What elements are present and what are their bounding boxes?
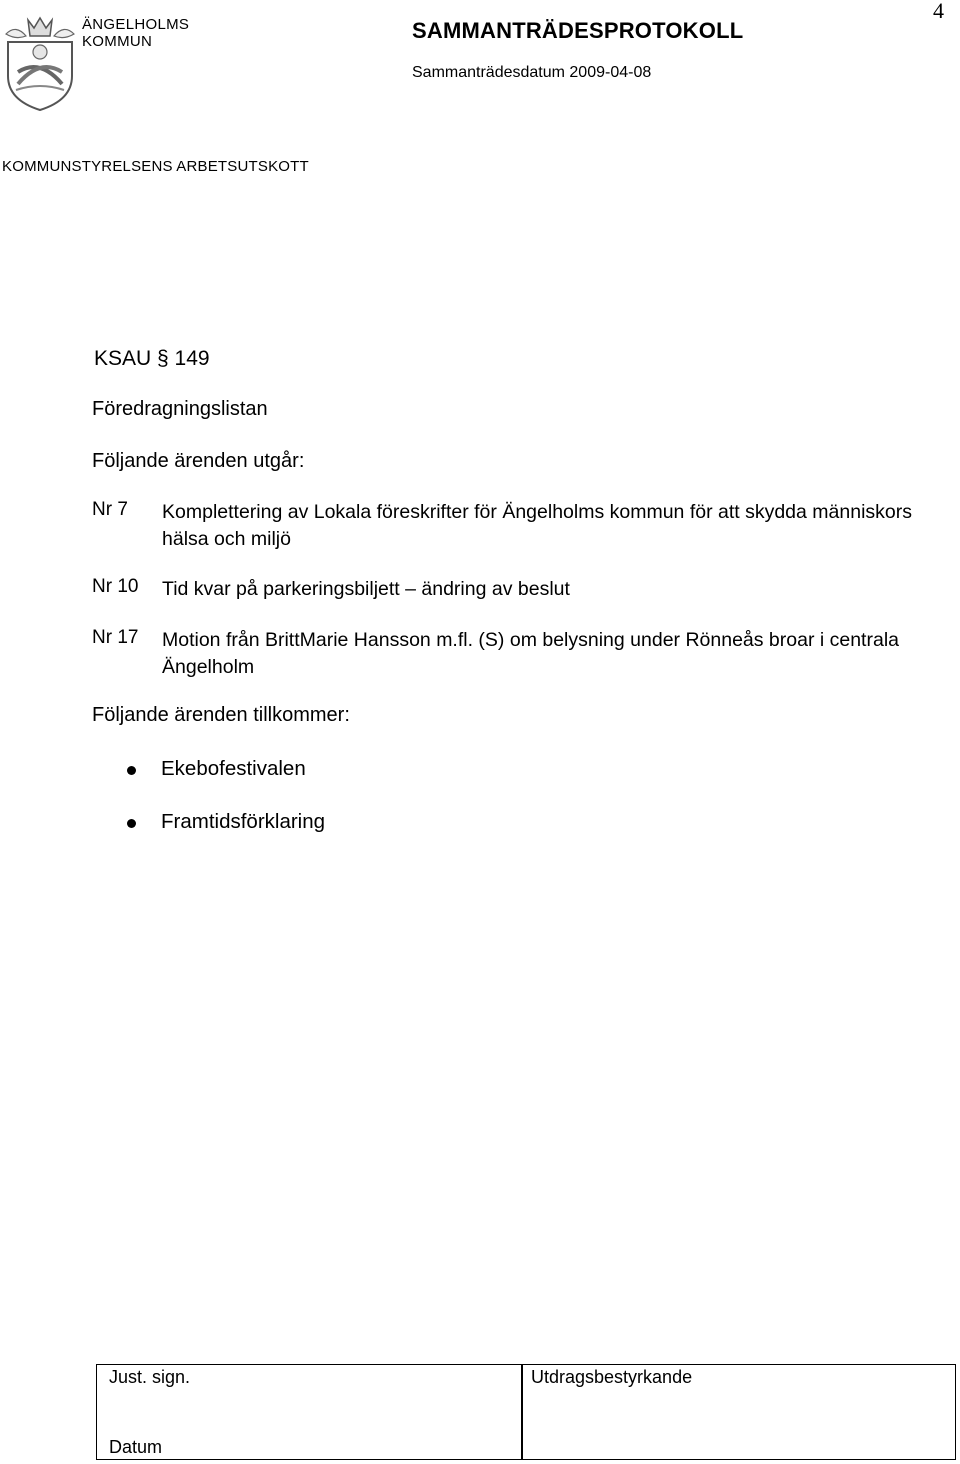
bullet-icon [127, 766, 136, 775]
case-number: Nr 7 [92, 499, 128, 520]
list-item [122, 810, 325, 863]
logo-text-line2: KOMMUN [82, 33, 153, 50]
case-number: Nr 17 [92, 627, 139, 648]
datum-label: Datum [109, 1437, 163, 1457]
section-heading: Föredragningslistan [92, 398, 268, 420]
added-items-intro: Följande ärenden tillkommer: [92, 704, 350, 726]
added-item-label: Ekebofestivalen [161, 757, 306, 780]
added-item-label: Framtidsförklaring [161, 810, 326, 833]
bullet-icon [127, 819, 136, 828]
removed-items-intro: Följande ärenden utgår: [92, 450, 305, 472]
page-number: 4 [933, 0, 944, 23]
added-items-list [122, 757, 325, 863]
paragraph-id: KSAU § 149 [94, 347, 210, 370]
document-title: SAMMANTRÄDESPROTOKOLL [412, 18, 744, 43]
committee-name: KOMMUNSTYRELSENS ARBETSUTSKOTT [2, 158, 309, 175]
signature-box-divider [521, 1365, 523, 1459]
utdragsbestyrkande-label: Utdragsbestyrkande [531, 1367, 693, 1387]
signature-box [96, 1364, 956, 1460]
municipal-coat-of-arms-logo [2, 14, 78, 112]
case-title: Komplettering av Lokala föreskrifter för Ängelholms kommun för att skydda människors hälsa och miljö [162, 501, 912, 550]
case-title: Motion från BrittMarie Hansson m.fl. (S) om belysning under Rönneås broar i centrala Ängelholm [162, 629, 899, 678]
just-sign-label: Just. sign. [109, 1367, 191, 1387]
meeting-date: Sammanträdesdatum 2009-04-08 [412, 64, 652, 81]
case-number: Nr 10 [92, 576, 139, 597]
municipality-name [82, 16, 189, 50]
case-title: Tid kvar på parkeringsbiljett – ändring av beslut [162, 578, 570, 600]
logo-text-line1: ÄNGELHOLMS [82, 16, 190, 33]
list-item [122, 757, 325, 810]
